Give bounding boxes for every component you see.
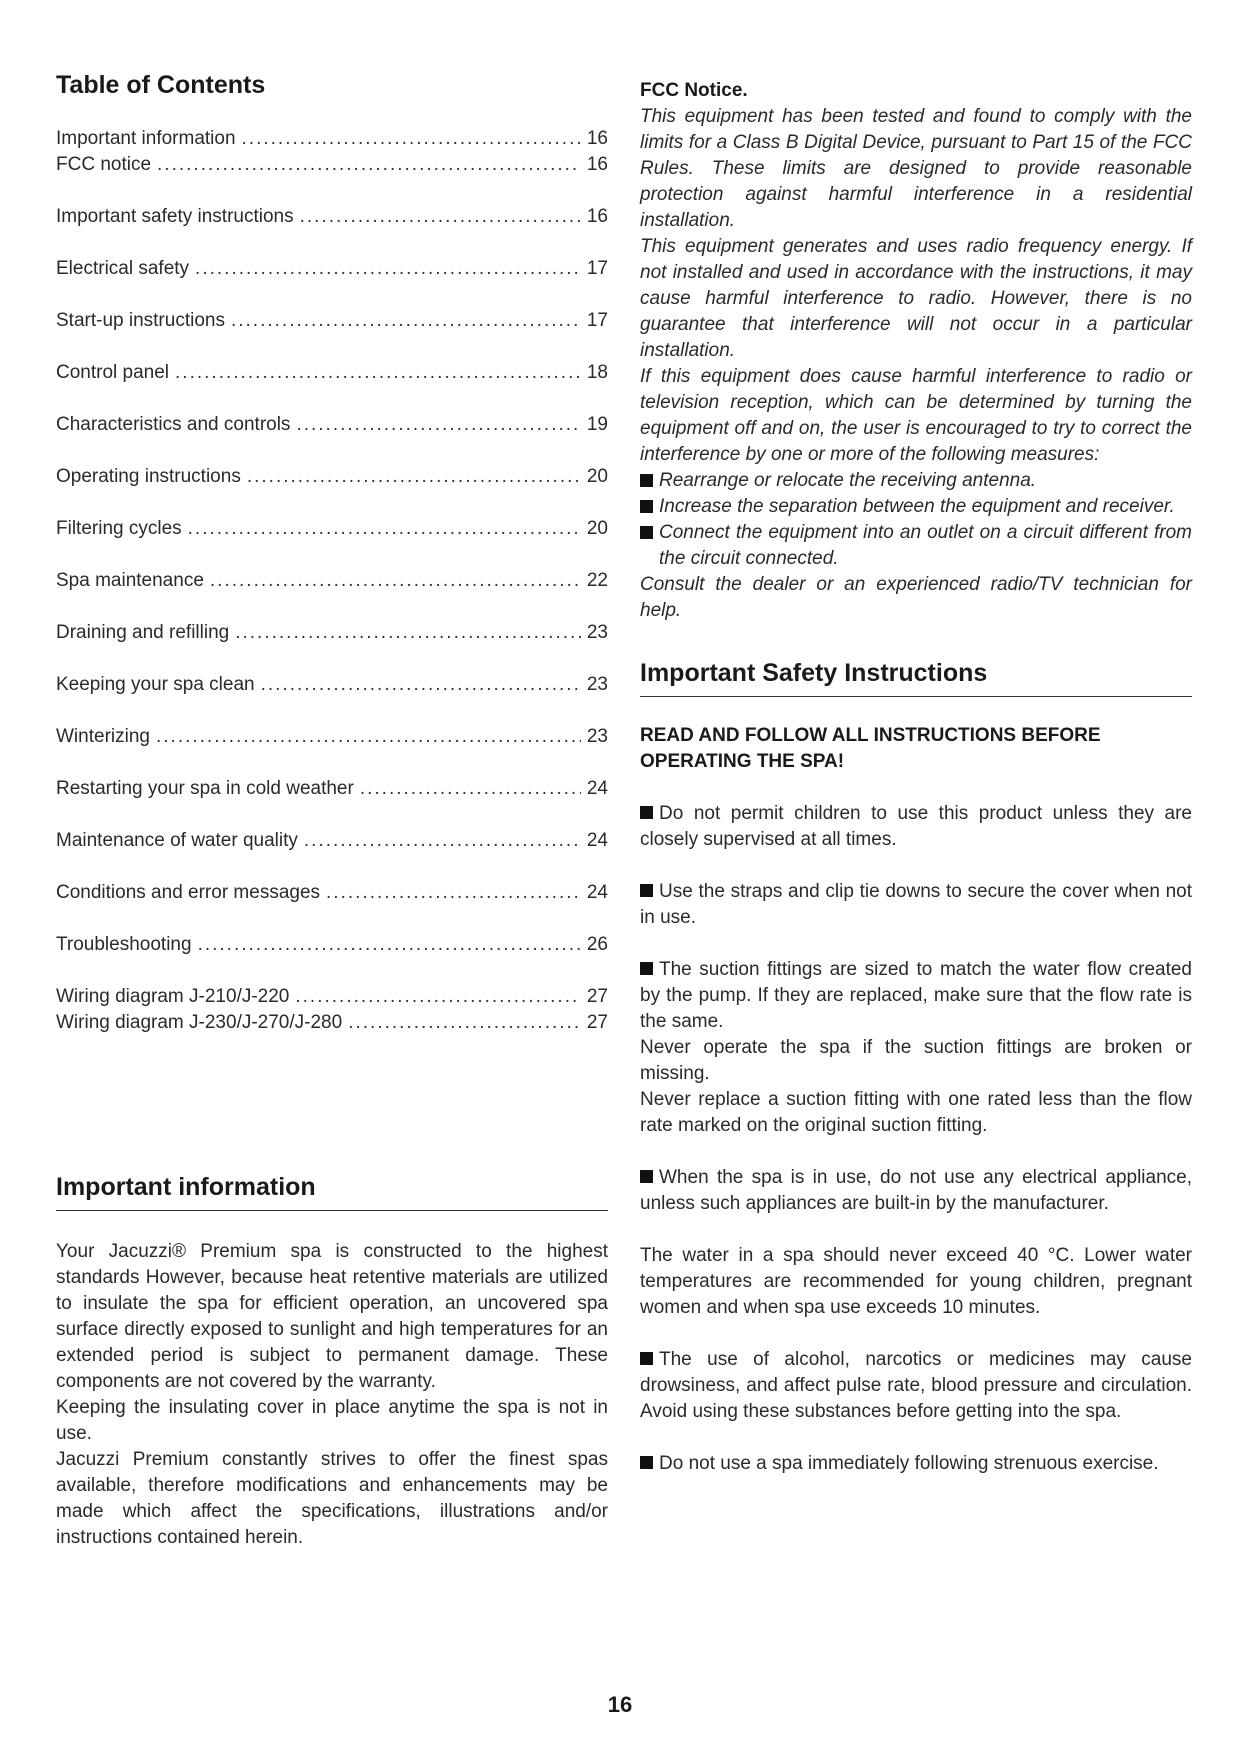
toc-group — [56, 464, 608, 490]
toc-leader-dots — [360, 776, 581, 802]
toc-entry-label: Important safety instructions — [56, 206, 294, 227]
toc-leader-dots — [296, 412, 580, 438]
toc-entry — [56, 1010, 608, 1036]
toc-entry-label: Important information — [56, 128, 236, 149]
safety-heading: READ AND FOLLOW ALL INSTRUCTIONS BEFORE OPERATING THE SPA! — [640, 725, 1101, 772]
toc-entry — [56, 932, 608, 958]
toc-entry — [56, 256, 608, 282]
toc-entry-page: 17 — [586, 310, 608, 331]
toc-entry-label: Wiring diagram J-210/J-220 — [56, 986, 290, 1007]
fcc-paragraph-3: If this equipment does cause harmful interference to radio or television reception, which can be determined by turning the equipment off and on, the user is encouraged to try to correct the interference by one or more of the following measures: — [640, 366, 1192, 465]
square-bullet-icon — [640, 500, 653, 513]
toc-entry — [56, 360, 608, 386]
toc-entry-label: Operating instructions — [56, 466, 241, 487]
toc-entry-page: 23 — [586, 622, 608, 643]
toc-entry-label: Winterizing — [56, 726, 150, 747]
toc-entry-label: Keeping your spa clean — [56, 674, 255, 695]
page-number: 16 — [607, 1692, 633, 1717]
fcc-paragraph-1: This equipment has been tested and found to comply with the limits for a Class B Digital Device, pursuant to Part 15 of the FCC Rules. These limits are designed to provide reasonable protection against harmful interference in a residential installation. — [640, 106, 1192, 231]
toc-entry — [56, 516, 608, 542]
toc-entry-page: 18 — [586, 362, 608, 383]
safety-item: Use the straps and clip tie downs to secure the cover when not in use. — [640, 881, 1192, 928]
table-of-contents — [56, 70, 608, 1062]
toc-entry-page: 23 — [586, 674, 608, 695]
toc-leader-dots — [304, 828, 581, 854]
toc-group — [56, 126, 608, 178]
toc-leader-dots — [242, 126, 581, 152]
toc-group — [56, 672, 608, 698]
toc-group — [56, 412, 608, 438]
toc-leader-dots — [198, 932, 581, 958]
toc-entry-page: 26 — [586, 934, 608, 955]
fcc-bullet: Increase the separation between the equipment and receiver. — [640, 494, 1192, 520]
toc-entry-page: 23 — [586, 726, 608, 747]
fcc-notice — [640, 78, 1192, 624]
toc-group — [56, 984, 608, 1036]
toc-leader-dots — [261, 672, 581, 698]
toc-entry — [56, 464, 608, 490]
toc-entry-page: 20 — [586, 466, 608, 487]
safety-instructions-section — [640, 658, 1192, 1477]
fcc-paragraph-2: This equipment generates and uses radio frequency energy. If not installed and used in accordance with the instructions, it may cause harmful interference to radio. However, there is no guarantee that interference will not occur in a particular installation. — [640, 236, 1192, 361]
toc-group — [56, 568, 608, 594]
toc-leader-dots — [188, 516, 581, 542]
toc-entry-page: 16 — [586, 154, 608, 175]
toc-entry-page: 24 — [586, 830, 608, 851]
square-bullet-icon — [640, 1352, 653, 1365]
safety-text: Never replace a suction fitting with one rated less than the flow rate marked on the original suction fitting. — [640, 1089, 1192, 1136]
info-paragraph-2: Keeping the insulating cover in place anytime the spa is not in use. — [56, 1397, 608, 1444]
square-bullet-icon — [640, 474, 653, 487]
toc-entry — [56, 204, 608, 230]
toc-leader-dots — [157, 152, 581, 178]
toc-title: Table of Contents — [56, 71, 266, 99]
toc-entry — [56, 126, 608, 152]
toc-entry — [56, 568, 608, 594]
toc-leader-dots — [247, 464, 581, 490]
toc-group — [56, 256, 608, 282]
toc-list — [56, 126, 608, 1036]
toc-leader-dots — [235, 620, 581, 646]
toc-entry-label: Conditions and error messages — [56, 882, 321, 903]
info-paragraph-1: Your Jacuzzi® Premium spa is constructed to the highest standards However, because heat retentive materials are utilized to insulate the spa for efficient operation, an uncovered spa surface directly exposed to sunlight and high temperatures for an extended period is subject to permanent damage. These components are not covered by the warranty. — [56, 1241, 608, 1392]
safety-item: Do not permit children to use this product unless they are closely supervised at all times. — [640, 803, 1192, 850]
toc-entry — [56, 776, 608, 802]
toc-entry-label: Control panel — [56, 362, 170, 383]
toc-entry — [56, 672, 608, 698]
info-paragraph-3: Jacuzzi Premium constantly strives to offer the finest spas available, therefore modifications and enhancements may be made which affect the specifications, illustrations and/or instructions contained herein. — [56, 1449, 608, 1548]
toc-entry-label: Maintenance of water quality — [56, 830, 298, 851]
safety-item: The suction fittings are sized to match the water flow created by the pump. If they are replaced, make sure that the flow rate is the same. Never operate the spa if the suction fittings are broken or missing. Never replace a suction fitting with one rated less than the flow rate marked on the original suction fitting. — [640, 957, 1192, 1139]
fcc-bullet: Rearrange or relocate the receiving antenna. — [640, 468, 1192, 494]
fcc-paragraph-4: Consult the dealer or an experienced radio/TV technician for help. — [640, 574, 1192, 621]
toc-group — [56, 620, 608, 646]
toc-leader-dots — [156, 724, 581, 750]
toc-leader-dots — [295, 984, 580, 1010]
toc-leader-dots — [231, 308, 581, 334]
toc-entry-page: 24 — [586, 882, 608, 903]
toc-entry — [56, 308, 608, 334]
toc-entry-page: 20 — [586, 518, 608, 539]
important-information-section — [56, 1172, 608, 1551]
toc-entry-label: Electrical safety — [56, 258, 190, 279]
toc-entry-label: Wiring diagram J-230/J-270/J-280 — [56, 1012, 343, 1033]
toc-entry — [56, 152, 608, 178]
toc-entry — [56, 880, 608, 906]
safety-item — [640, 1243, 1192, 1321]
toc-entry-label: Characteristics and controls — [56, 414, 291, 435]
toc-entry-page: 24 — [586, 778, 608, 799]
toc-entry-page: 22 — [586, 570, 608, 591]
toc-entry-page: 16 — [586, 128, 608, 149]
toc-group — [56, 724, 608, 750]
toc-leader-dots — [326, 880, 581, 906]
square-bullet-icon — [640, 526, 653, 539]
important-information-title: Important information — [56, 1172, 608, 1211]
toc-group — [56, 880, 608, 906]
toc-group — [56, 308, 608, 334]
toc-leader-dots — [210, 568, 581, 594]
safety-item: Do not use a spa immediately following strenuous exercise. — [640, 1451, 1192, 1477]
toc-group — [56, 828, 608, 854]
toc-entry-page: 27 — [586, 1012, 608, 1033]
toc-leader-dots — [195, 256, 581, 282]
toc-entry-page: 19 — [586, 414, 608, 435]
toc-entry-label: Start-up instructions — [56, 310, 225, 331]
toc-entry — [56, 984, 608, 1010]
fcc-title: FCC Notice. — [640, 80, 748, 101]
square-bullet-icon — [640, 884, 653, 897]
toc-group — [56, 776, 608, 802]
toc-group — [56, 360, 608, 386]
safety-text: The water in a spa should never exceed 40 °C. Lower water temperatures are recommended for young children, pregnant women and when spa use exceeds 10 minutes. — [640, 1245, 1192, 1318]
fcc-bullet: Connect the equipment into an outlet on a circuit different from the circuit connected. — [640, 520, 1192, 572]
toc-entry-page: 16 — [586, 206, 608, 227]
toc-entry-label: Troubleshooting — [56, 934, 192, 955]
toc-entry-label: Filtering cycles — [56, 518, 182, 539]
toc-entry-label: Restarting your spa in cold weather — [56, 778, 354, 799]
toc-entry-page: 27 — [586, 986, 608, 1007]
square-bullet-icon — [640, 962, 653, 975]
safety-item: The use of alcohol, narcotics or medicines may cause drowsiness, and affect pulse rate, blood pressure and circulation. Avoid using these substances before getting into the spa. — [640, 1349, 1192, 1422]
toc-group — [56, 516, 608, 542]
square-bullet-icon — [640, 1456, 653, 1469]
square-bullet-icon — [640, 1170, 653, 1183]
toc-group — [56, 204, 608, 230]
safety-instructions-title: Important Safety Instructions — [640, 658, 1192, 697]
toc-entry-label: Spa maintenance — [56, 570, 204, 591]
toc-leader-dots — [348, 1010, 581, 1036]
toc-entry — [56, 620, 608, 646]
right-column — [640, 78, 1192, 1503]
toc-entry-label: FCC notice — [56, 154, 152, 175]
safety-item: When the spa is in use, do not use any electrical appliance, unless such appliances are built-in by the manufacturer. — [640, 1167, 1192, 1214]
toc-entry-label: Draining and refilling — [56, 622, 230, 643]
safety-text: Never operate the spa if the suction fittings are broken or missing. — [640, 1037, 1192, 1084]
toc-leader-dots — [300, 204, 581, 230]
toc-entry — [56, 724, 608, 750]
toc-entry — [56, 412, 608, 438]
toc-leader-dots — [175, 360, 581, 386]
toc-group — [56, 932, 608, 958]
toc-entry — [56, 828, 608, 854]
square-bullet-icon — [640, 806, 653, 819]
toc-entry-page: 17 — [586, 258, 608, 279]
